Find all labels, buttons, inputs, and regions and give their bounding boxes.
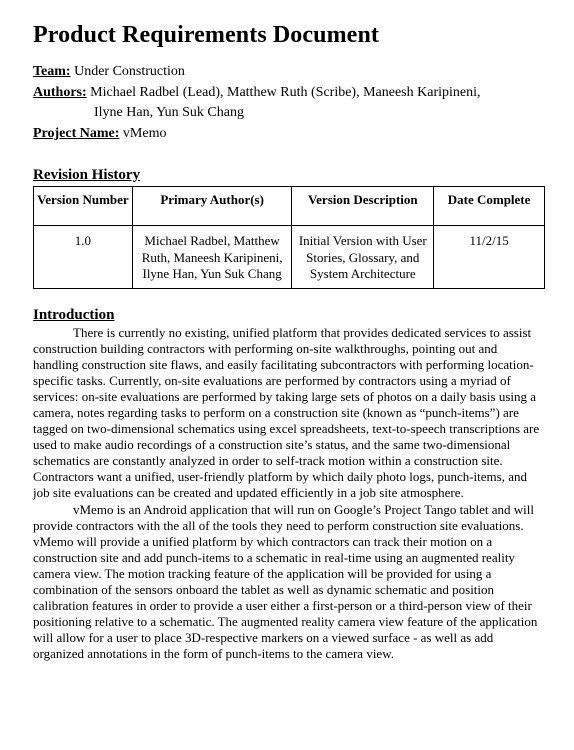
authors-value-line2: Ilyne Han, Yun Suk Chang bbox=[94, 105, 244, 120]
authors-value-line1: Michael Radbel (Lead), Matthew Ruth (Scribe), Maneesh Karipineni, bbox=[90, 84, 481, 100]
header-version-description: Version Description bbox=[292, 187, 434, 226]
cell-date: 11/2/15 bbox=[434, 226, 545, 289]
header-version-number: Version Number bbox=[34, 187, 133, 226]
table-row bbox=[34, 226, 545, 289]
introduction-paragraph-2: vMemo is an Android application that will run on Google’s Project Tango tablet and will provide contractors with the all of the tools they need to perform construction site evaluations. vMemo will provide a unified platform by which contractors can track their motion on a construction site and add punch-items to a schematic in real-time using an augmented reality camera view. The motion tracking feature of the application will be provided for using a combination of the sensors onboard the tablet as well as dynamic schematic and position calibration features in order to provide a user either a first-person or a third-person view of their positioning relative to a schematic. The augmented reality camera view feature of the application will allow for a user to place 3D-respective markers on a viewed surface - as well as add organized annotations in the form of punch-items to the camera view. bbox=[33, 501, 538, 662]
authors-label: Authors: bbox=[33, 84, 87, 100]
project-value: vMemo bbox=[122, 125, 167, 141]
authors-line-continued bbox=[33, 103, 545, 124]
revision-history-heading: Revision History bbox=[33, 167, 141, 183]
document-title: Product Requirements Document bbox=[33, 22, 379, 48]
project-line bbox=[33, 124, 545, 145]
cell-version: 1.0 bbox=[34, 226, 133, 289]
revision-history-table bbox=[33, 186, 545, 289]
header-date-complete: Date Complete bbox=[434, 187, 545, 226]
project-label: Project Name: bbox=[33, 125, 120, 141]
document-page bbox=[33, 20, 545, 662]
team-line bbox=[33, 62, 545, 83]
introduction-paragraph-1: There is currently no existing, unified platform that provides dedicated services to assist construction building contractors with performing on-site walkthroughs, pointing out and handling construction site flaws, and easily facilitating subcontractors with performing location-specific tasks. Currently, on-site evaluations are performed by contractors using a myriad of services: on-site evaluations are performed by taking large sets of photos on a daily basis using a camera, notes regarding tasks to perform on a construction site (known as “punch-items”) are tagged on two-dimensional schematics using excel spreadsheets, text-to-speech transcriptions are used to make audio recordings of a construction site’s status, and the same two-dimensional schematics are constantly analyzed in order to self-track motion within a construction site. Contractors want a unified, user-friendly platform by which daily photo logs, punch-items, and job site evaluations can be created and updated efficiently in a job site atmosphere. bbox=[33, 324, 540, 501]
team-label: Team: bbox=[33, 64, 71, 79]
cell-authors: Michael Radbel, Matthew Ruth, Maneesh Karipineni, Ilyne Han, Yun Suk Chang bbox=[132, 226, 292, 289]
team-value: Under Construction bbox=[74, 64, 185, 79]
header-primary-authors: Primary Author(s) bbox=[132, 187, 292, 226]
cell-description: Initial Version with User Stories, Glossary, and System Architecture bbox=[292, 226, 434, 289]
authors-line bbox=[33, 83, 545, 104]
introduction-heading: Introduction bbox=[33, 306, 115, 323]
table-header-row bbox=[34, 187, 545, 226]
